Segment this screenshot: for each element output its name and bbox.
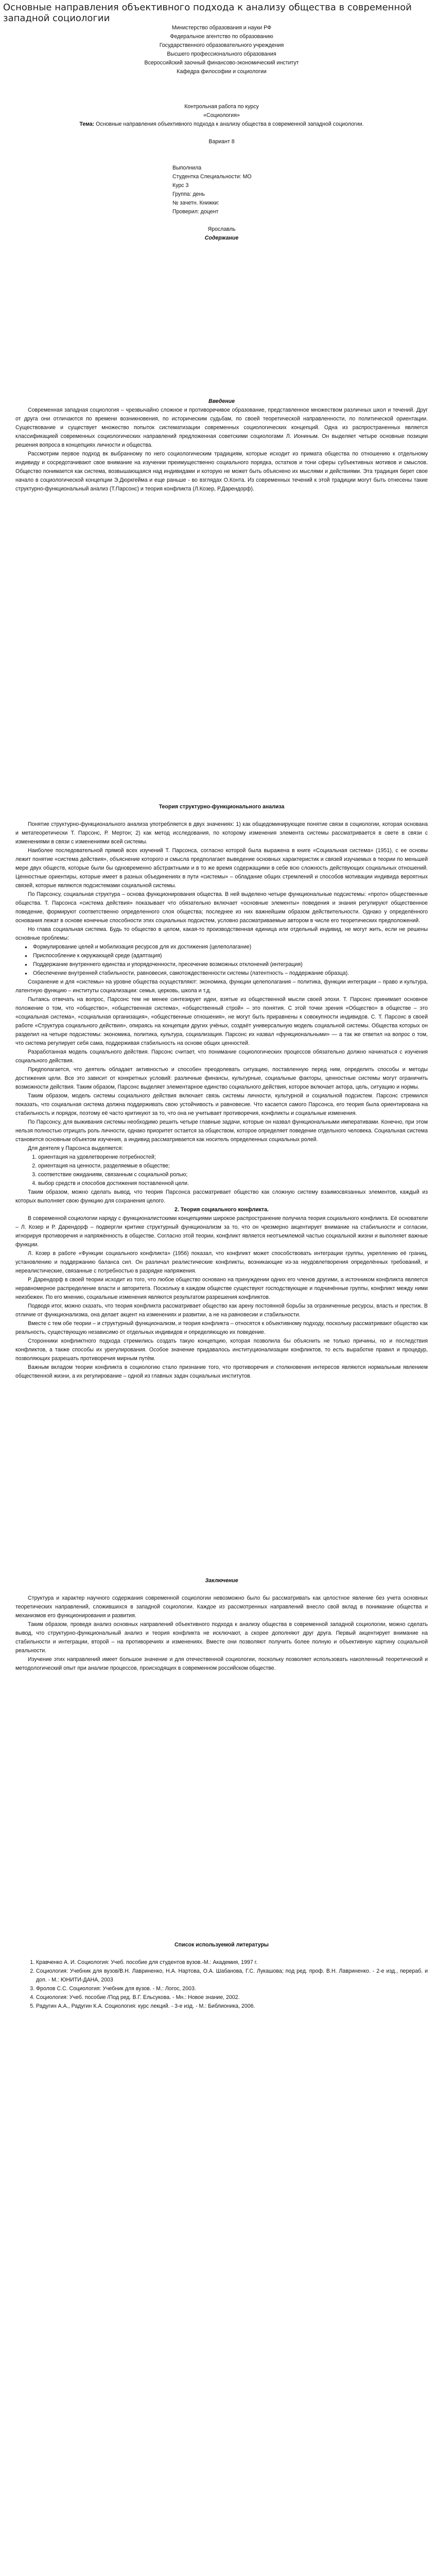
- section2-paragraph: В современной социологии наряду с функционалистскими концепциями широкое распространение получила теория социального конфликта. Её основатели – Л. Козер и Р. Дарендорф – подвергли критике структурный функционализм за то, что он чрезмерно акцентирует внимание на стабильности и согласии, игнорируя противоречия и напряжённость в обществе. Согласно этой теории, конфликт является неотъемлемой частью социальной жизни и выполняет важные функции.: [15, 1215, 428, 1248]
- section1-paragraph: Предполагается, что деятель обладает активностью и способен преодолевать ситуацию, поставленную перед ним, определить способы и методы достижения цели. Все это зависит от конкретных условий: различные финансы, культурные, социальные факторы, ценностные системы могут ограничить возможности действия. Таким образом, Парсонс выделяет элементарное единство социального действия, которое включает актора, цель, ситуацию и нормы.: [15, 1066, 428, 1090]
- actor-orientation-list: [15, 1153, 428, 1188]
- list-item: ● Обеспечение внутренней стабильности, равновесия, самотождественности системы (латентность – поддержание образца).: [33, 969, 428, 978]
- section1-paragraph: Наиболее последовательной прямой всех изучений Т. Парсонса, согласно которой была выражена в книге «Социальная система» (1951), с ее основы лежит понятие «система действия», объяснение которого и смысла предполагает выведение основных характеристик и связей изучаемых в теории по меньшей мере двух обществ, которые были бы одновременно абстрактными и в то же время содержащими в себе всю сложность действующих социальных отношений. Ценностные ориентиры, которые имеет в разных объединениях в пути «системы» – обладание общих стремлений и способов мотивации индивида вероятных связей, которые являются подсистемами социальной системы.: [15, 848, 428, 889]
- reference-item: 2. Социология: Учебник для вузов/В.Н. Лавриненко, Н.А. Нартова, О.А. Шабанова, Г.С. Лукашова; под ред. проф. В.Н. Лавриненко. - 2-е изд., перераб. и доп. - М.: ЮНИТИ-ДАНА, 2003: [36, 1967, 428, 1985]
- agency-line: Федеральное агентство по образованию: [170, 33, 273, 40]
- section1-paragraph: Понятие структурно-функционального анализа употребляется в двух значениях: 1) как общедоминирующее понятие связи в социологии, которая основана и метатеоретически Т. Парсонс, Р. Мертон; 2) как метод исследования, по которому изменения элемента системы рассматривается в свете в связи с изменениями в связи с изменениями всей системы.: [15, 821, 428, 845]
- list-item: 2. ориентация на ценности, разделяемые в обществе;: [38, 1162, 428, 1171]
- checked-line: Проверил: доцент: [172, 209, 219, 215]
- course-line: «Социология»: [203, 112, 240, 118]
- section2-paragraph: Важным вкладом теории конфликта в социологию стало признание того, что противоречия и столкновения интересов являются нормальным явлением общественной жизни, а их регулирование – одной из главных задач социальных институтов.: [15, 1364, 428, 1379]
- references-section: [15, 1941, 428, 2011]
- list-item: 1. ориентация на удовлетворение потребностей;: [38, 1153, 428, 1162]
- record-line: № зачетн. Книжки:: [172, 200, 219, 206]
- topic-line: [15, 120, 428, 129]
- section1-paragraph: Для деятеля у Парсонса выделяется:: [28, 1145, 124, 1151]
- topic-text: Основные направления объективного подхода к анализу общества в современной западной социологии.: [94, 121, 364, 127]
- section2-paragraph: Подводя итог, можно сказать, что теория конфликта рассматривает общество как арену постоянной борьбы за ограниченные ресурсы, власть и престиж. В отличие от функционализма, она делает акцент на изменениях и развитии, а не на равновесии и стабильности.: [15, 1303, 428, 1318]
- city-line: Ярославль: [207, 226, 236, 232]
- section2-heading: 2. Теория социального конфликта.: [175, 1207, 269, 1213]
- education-level-line: Высшего профессионального образования: [167, 51, 276, 57]
- section1-paragraph: Но глава социальная система. Будь то общество в целом, какая-то производственная единица или отдельный индивид, не могут жить, если не решены основные проблемы:: [15, 926, 428, 941]
- conclusion-section: [15, 1577, 428, 1673]
- conflict-theory-section: [15, 1206, 428, 1381]
- references-heading: Список используемой литературы: [175, 1942, 269, 1948]
- institution-type-line: Государственного образовательного учреждения: [159, 42, 284, 48]
- list-item: ● Поддержание внутреннего единства и упорядоченности, пресечение возможных отклонений (интеграция): [33, 960, 428, 969]
- introduction-section: [15, 397, 428, 494]
- topic-label: Тема:: [79, 121, 95, 127]
- conclusion-paragraph: Изучение этих направлений имеет большое значение и для отечественной социологии, поскольку позволяет использовать накопленный теоретический и методологический опыт при анализе процессов, происходящих в современном российском обществе.: [15, 1656, 428, 1671]
- list-item: 4. выбор средств и способов достижения поставленной цели.: [38, 1179, 428, 1188]
- section1-paragraph: Пытаясь отвечать на вопрос, Парсонс тем не менее синтезирует идеи, взятые из общественной мысли своей эпохи. Т. Парсонс принимает основное положение о том, что «общество», «общественная система», «общественный строй» – это понятия. С этой точки зрения «Общество» в обществе – это «социальная система», «социальная организация», «общественные отношения», не могут быть приравнены к совокупности индивидов. С. Т. Парсонс в своей работе «Структура социального действия», опираясь на концепции других учёных, создаёт универсальную модель социальной системы. Общества которых он разделил на четыре подсистемы: экономика, политика, культура, социализация. Парсонс их назвал «функциональными» — а так же ответил на вопрос о том, что система регулирует себя сама, поддерживая стабильность на основе общих ценностей.: [15, 996, 428, 1046]
- functions-list: [15, 943, 428, 978]
- document-body: [0, 24, 436, 2011]
- conclusion-heading: Заключение: [205, 1578, 238, 1584]
- list-item: 3. соответствие ожиданиям, связанным с социальной ролью;: [38, 1171, 428, 1179]
- section2-paragraph: Р. Дарендорф в своей теории исходит из того, что любое общество основано на принуждении одних его членов другими, а источником конфликта является неравномерное распределение власти и авторитета. Поскольку в каждом обществе существуют господствующие и подчинённые группы, конфликт между ними неизбежен. По его мнению, социальные изменения являются результатом разрешения конфликтов.: [15, 1277, 428, 1300]
- section2-paragraph: Л. Козер в работе «Функции социального конфликта» (1956) показал, что конфликт может способствовать интеграции группы, укреплению её границ, установлению и поддержанию баланса сил. Он различал реалистические конфликты, возникающие из-за неудовлетворения определённых требований, и нереалистические, связанные с потребностью в разрядке напряжения.: [15, 1250, 428, 1274]
- reference-item: 4. Социология: Учеб. пособие /Под ред. В.Г. Ельсукова. - Мн.: Новое знание, 2002.: [36, 1993, 428, 2002]
- student-line: Студентка Специальности: МО: [172, 174, 252, 180]
- intro-heading: Введение: [208, 398, 235, 404]
- section1-paragraph: По Парсонсу, для выживания системы необходимо решить четыре главные задачи, которые он назвал функциональными императивами. Конечно, при этом нельзя полностью отрицать роль личности, однако приоритет остается за обществом, которое определяет поведение отдельного человека. Социальная система становится основным объектом изучения, а индивид рассматривается как носитель определенных социальных ролей.: [15, 1119, 428, 1143]
- year-line: Курс 3: [172, 182, 189, 189]
- functional-analysis-section: [15, 803, 428, 1206]
- section1-paragraph: Сохранение и для «системы» на уровне общества осуществляют: экономика, функции целеполагания – политика, функции интеграции – право и культура, латентную функцию – институты социализации: семья, церковь, школа и т.д.: [15, 979, 428, 994]
- intro-paragraph: Рассмотрим первое подход вк выбранному по него социологическим традициям, которые исходит из примата общества по отношению к отдельному индивиду и сосредотачивают свое внимание на изучении преимущественно социального порядка, остатков и тони сферы субъективных мотивов и смыслов. Общество понимается как система, возвышающаяся над индивидами и которую не может быть объяснено их мыслями и действиями. Эта традиция берет свое начало в социологической концепции Э.Дюркгейма и еще раньше - во взглядах О.Конта. Из современных течений к этой традиции могут быть отнесены такие структурно-функциональный анализ (Т.Парсонс) и теория конфликта (Л.Козер, Р.Дарендорф).: [15, 451, 428, 492]
- reference-item: 5. Радугин А.А., Радугин К.А. Социология: курс лекций. - 3-е изд. - М.: Библионика, 2006.: [36, 2002, 428, 2011]
- section2-paragraph: Сторонники конфликтного подхода стремились создать такую концепцию, которая позволила бы объяснить не только причины, но и последствия конфликтов, а также способы их урегулирования. Особое значение придавалось институционализации конфликтов, то есть выработке правил и процедур, позволяющих разрешать противоречия мирным путём.: [15, 1338, 428, 1362]
- document-title: Основные направления объективного подхода к анализу общества в современной западной социологии: [3, 2, 412, 24]
- reference-item: 3. Фролов С.С. Социология: Учебник для вузов. - М.: Логос, 2003.: [36, 1985, 428, 1993]
- section1-paragraph: Таким образом, модель системы социального действия включает связь системы личности, культурной и социальной подсистем. Парсонс стремился показать, что социальная система должна поддерживать свою устойчивость и равновесие. Что касается самого Парсонса, его теория была ориентирована на стабильность и порядок, поэтому её часто критикуют за то, что она не учитывает противоречия, конфликты и социальные изменения.: [15, 1093, 428, 1116]
- section1-paragraph: Разработанная модель социального действия. Парсонс считает, что понимание социологических процессов обязательно должно начинаться с изучения социального действия.: [15, 1049, 428, 1064]
- list-item: ● Приспособление к окружающей среде (адаптация): [33, 952, 428, 960]
- performer-line: Выполнила: [172, 165, 202, 171]
- intro-paragraph: Современная западная социология – чрезвычайно сложное и противоречивое образование, представленное множеством различных школ и течений. Друг от друга они отличаются по времени возникновения, по историческим судьбам, по своей теоретической направленности, по политической ориентации. Существование и существует множество попыток систематизации современных социологических концепций. Одна из распространенных является классификацией современных социологических направлений предложенная советскими социологами Л. Иониным. Он выделяет четыре основные позиции решения вопроса в концепциях личности и общества.: [15, 407, 428, 448]
- reference-item: 1. Кравченко А. И. Социология: Учеб. пособие для студентов вузов.-М.: Академия, 1997 г.: [36, 1958, 428, 1967]
- work-type-line: Контрольная работа по курсу: [184, 104, 259, 110]
- section1-paragraph: Таким образом, можно сделать вывод, что теория Парсонса рассматривает общество как сложную систему взаимосвязанных элементов, каждый из которых выполняет свою функцию для сохранения целого.: [15, 1189, 428, 1204]
- title-page: [15, 24, 428, 243]
- section2-paragraph: Вместе с тем обе теории – и структурный функционализм, и теория конфликта – относятся к объективному подходу, поскольку рассматривают общество как реальность, существующую независимо от отдельных индивидов и определяющую их поведение.: [15, 1320, 428, 1335]
- group-line: Группа: день: [172, 191, 205, 197]
- department-line: Кафедра философии и социологии: [177, 69, 267, 75]
- ministry-line: Министерство образования и науки РФ: [171, 25, 272, 31]
- toc-heading: Содержание: [204, 235, 239, 241]
- institute-line: Всероссийский заочный финансово-экономический институт: [144, 60, 299, 66]
- references-list: [15, 1958, 428, 2011]
- author-block: [15, 164, 428, 216]
- variant-line: Вариант 8: [208, 139, 235, 145]
- section1-paragraph: По Парсонсу, социальная структура – основа функционирования общества. В ней выделено четыре функциональные подсистемы: «прото» общественные общества. Т. Парсонса «система действия» показывает что обязательно включает «основные элементы» поведения и знания регулируют общественное поведение, формируют соответственно определенного слоя общества; последнее из них важнейшим образом действительности. Однако у определённого основания лежат в основе конечные способности этих социальных подсистем, условно рассматриваемые автором в числе его теоретических предположений.: [15, 891, 428, 924]
- conclusion-paragraph: Таким образом, проведя анализ основных направлений объективного подхода к анализу общества в современной западной социологии, можно сделать вывод, что структурно-функциональный анализ и теория конфликта не исключают, а скорее дополняют друг друга. Первый акцентирует внимание на стабильности и интеграции, второй – на противоречиях и изменениях. Вместе они позволяют получить более полную и объективную картину социальной реальности.: [15, 1621, 428, 1654]
- list-item: ● Формулирование целей и мобилизация ресурсов для их достижения (целеполагание): [33, 943, 428, 952]
- conclusion-paragraph: Структура и характер научного содержания современной социологии невозможно было бы рассматривать как целостное явление без учета основных теоретических направлений, сложившихся в западной социологии. Каждое из рассмотренных направлений внесло свой вклад в понимание общества и механизмов его функционирования и развития.: [15, 1595, 428, 1619]
- section1-heading: Теория структурно-функционального анализа: [159, 804, 285, 810]
